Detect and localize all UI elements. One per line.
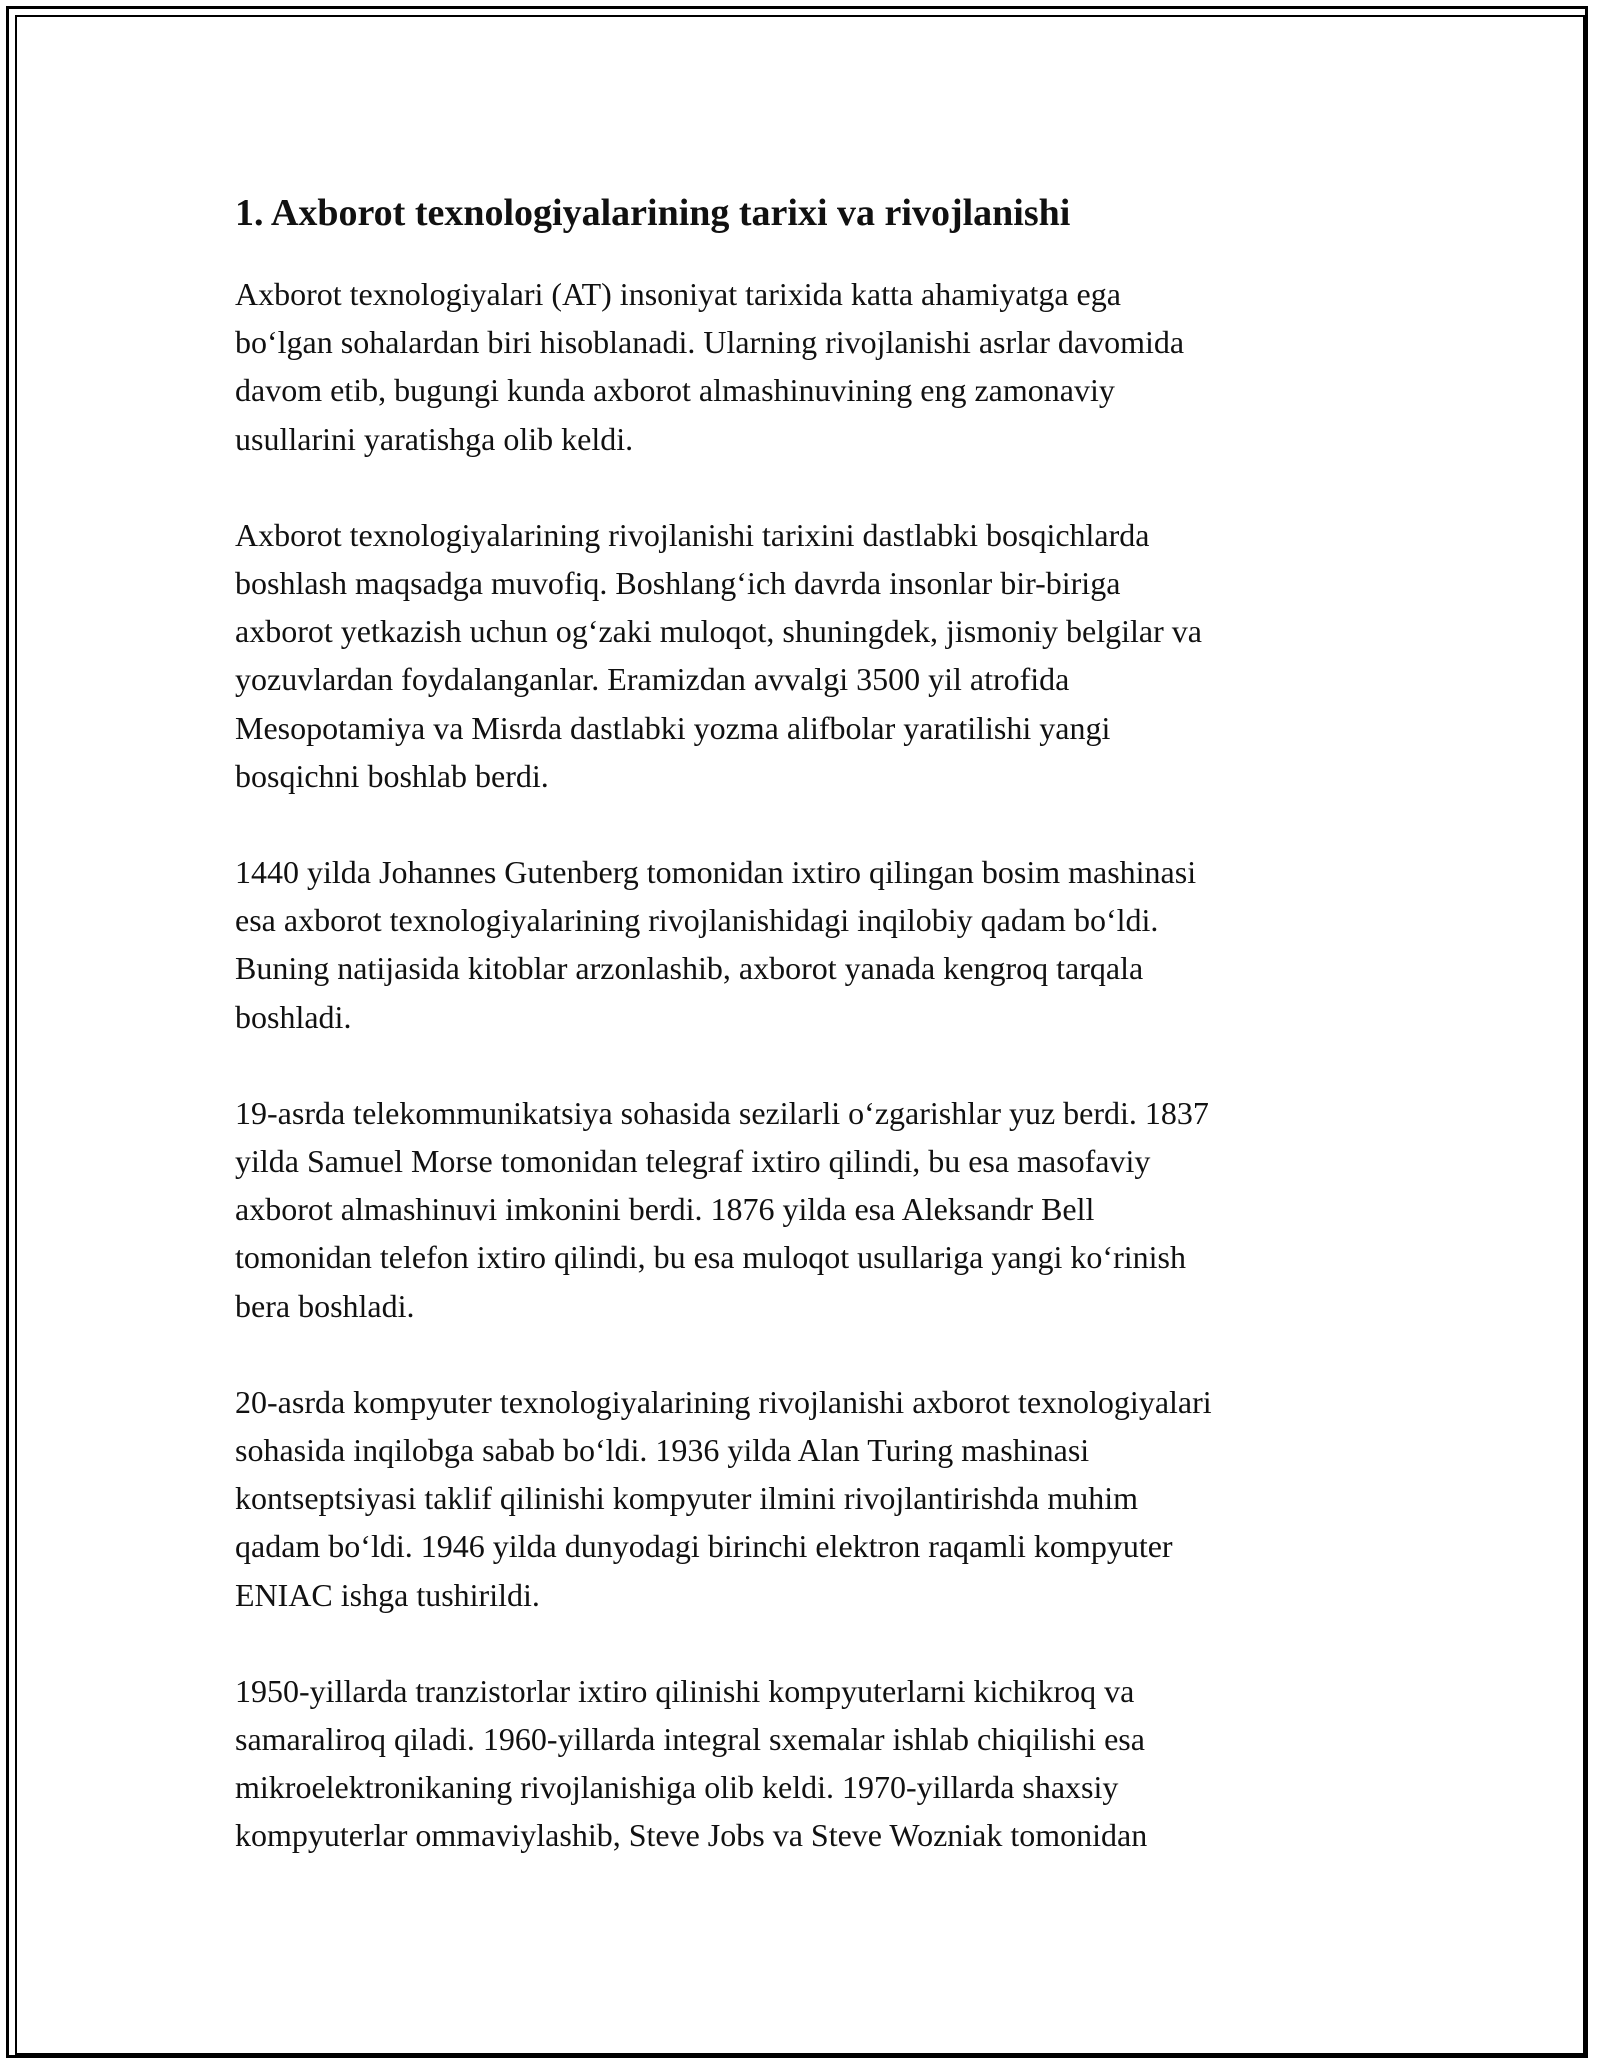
text-line: sohasida inqilobga sabab boʻldi. 1936 yilda Alan Turing mashinasi	[235, 1432, 1090, 1469]
text-line: boshladi.	[235, 998, 352, 1035]
text-line: samaraliroq qiladi. 1960-yillarda integral sxemalar ishlab chiqilishi esa	[235, 1721, 1145, 1758]
text-line: Buning natijasida kitoblar arzonlashib, axborot yanada kengroq tarqala	[235, 950, 1144, 987]
text-line: 1950-yillarda tranzistorlar ixtiro qilinishi kompyuterlarni kichikroq va	[235, 1672, 1135, 1709]
text-line: axborot yetkazish uchun ogʻzaki muloqot, shuningdek, jismoniy belgilar va	[235, 613, 1202, 650]
paragraph-4	[235, 1089, 1370, 1330]
text-line: tomonidan telefon ixtiro qilindi, bu esa muloqot usullariga yangi koʻrinish	[235, 1239, 1186, 1276]
text-line: davom etib, bugungi kunda axborot almashinuvining eng zamonaviy	[235, 372, 1115, 409]
text-line: esa axborot texnologiyalarining rivojlanishidagi inqilobiy qadam boʻldi.	[235, 902, 1159, 939]
text-line: kompyuterlar ommaviylashib, Steve Jobs va Steve Wozniak tomonidan	[235, 1817, 1148, 1854]
paragraph-2	[235, 511, 1370, 800]
paragraph-6	[235, 1667, 1370, 1860]
text-line: bera boshladi.	[235, 1287, 415, 1324]
paragraph-list	[235, 270, 1370, 1860]
paragraph-1	[235, 270, 1370, 463]
text-line: qadam boʻldi. 1946 yilda dunyodagi birinchi elektron raqamli kompyuter	[235, 1528, 1173, 1565]
text-line: 19-asrda telekommunikatsiya sohasida sezilarli oʻzgarishlar yuz berdi. 1837	[235, 1094, 1209, 1131]
text-line: kontseptsiyasi taklif qilinishi kompyuter ilmini rivojlantirishda muhim	[235, 1480, 1139, 1517]
text-line: Mesopotamiya va Misrda dastlabki yozma alifbolar yaratilishi yangi	[235, 709, 1111, 746]
text-line: Axborot texnologiyalari (AT) insoniyat tarixida katta ahamiyatga ega	[235, 276, 1121, 312]
text-line: yilda Samuel Morse tomonidan telegraf ixtiro qilindi, bu esa masofaviy	[235, 1143, 1151, 1180]
text-line: 1440 yilda Johannes Gutenberg tomonidan ixtiro qilingan bosim mashinasi	[235, 854, 1197, 891]
text-line: usullarini yaratishga olib keldi.	[235, 420, 634, 457]
text-line: yozuvlardan foydalanganlar. Eramizdan avvalgi 3500 yil atrofida	[235, 661, 1070, 698]
text-line: boʻlgan sohalardan biri hisoblanadi. Ularning rivojlanishi asrlar davomida	[235, 324, 1185, 361]
paragraph-5	[235, 1378, 1370, 1619]
text-line: 20-asrda kompyuter texnologiyalarining rivojlanishi axborot texnologiyalari	[235, 1383, 1212, 1420]
text-line: ENIAC ishga tushirildi.	[235, 1576, 540, 1613]
text-line: mikroelektronikaning rivojlanishiga olib keldi. 1970-yillarda shaxsiy	[235, 1769, 1119, 1806]
text-line: bosqichni boshlab berdi.	[235, 757, 549, 794]
section-heading: 1. Axborot texnologiyalarining tarixi va rivojlanishi	[235, 192, 1071, 234]
text-line: Axborot texnologiyalarining rivojlanishi tarixini dastlabki bosqichlarda	[235, 516, 1150, 553]
text-line: boshlash maqsadga muvofiq. Boshlangʻich davrda insonlar bir-biriga	[235, 565, 1121, 602]
text-line: axborot almashinuvi imkonini berdi. 1876 yilda esa Aleksandr Bell	[235, 1191, 1095, 1228]
document-body	[235, 186, 1370, 1908]
paragraph-3	[235, 848, 1370, 1041]
